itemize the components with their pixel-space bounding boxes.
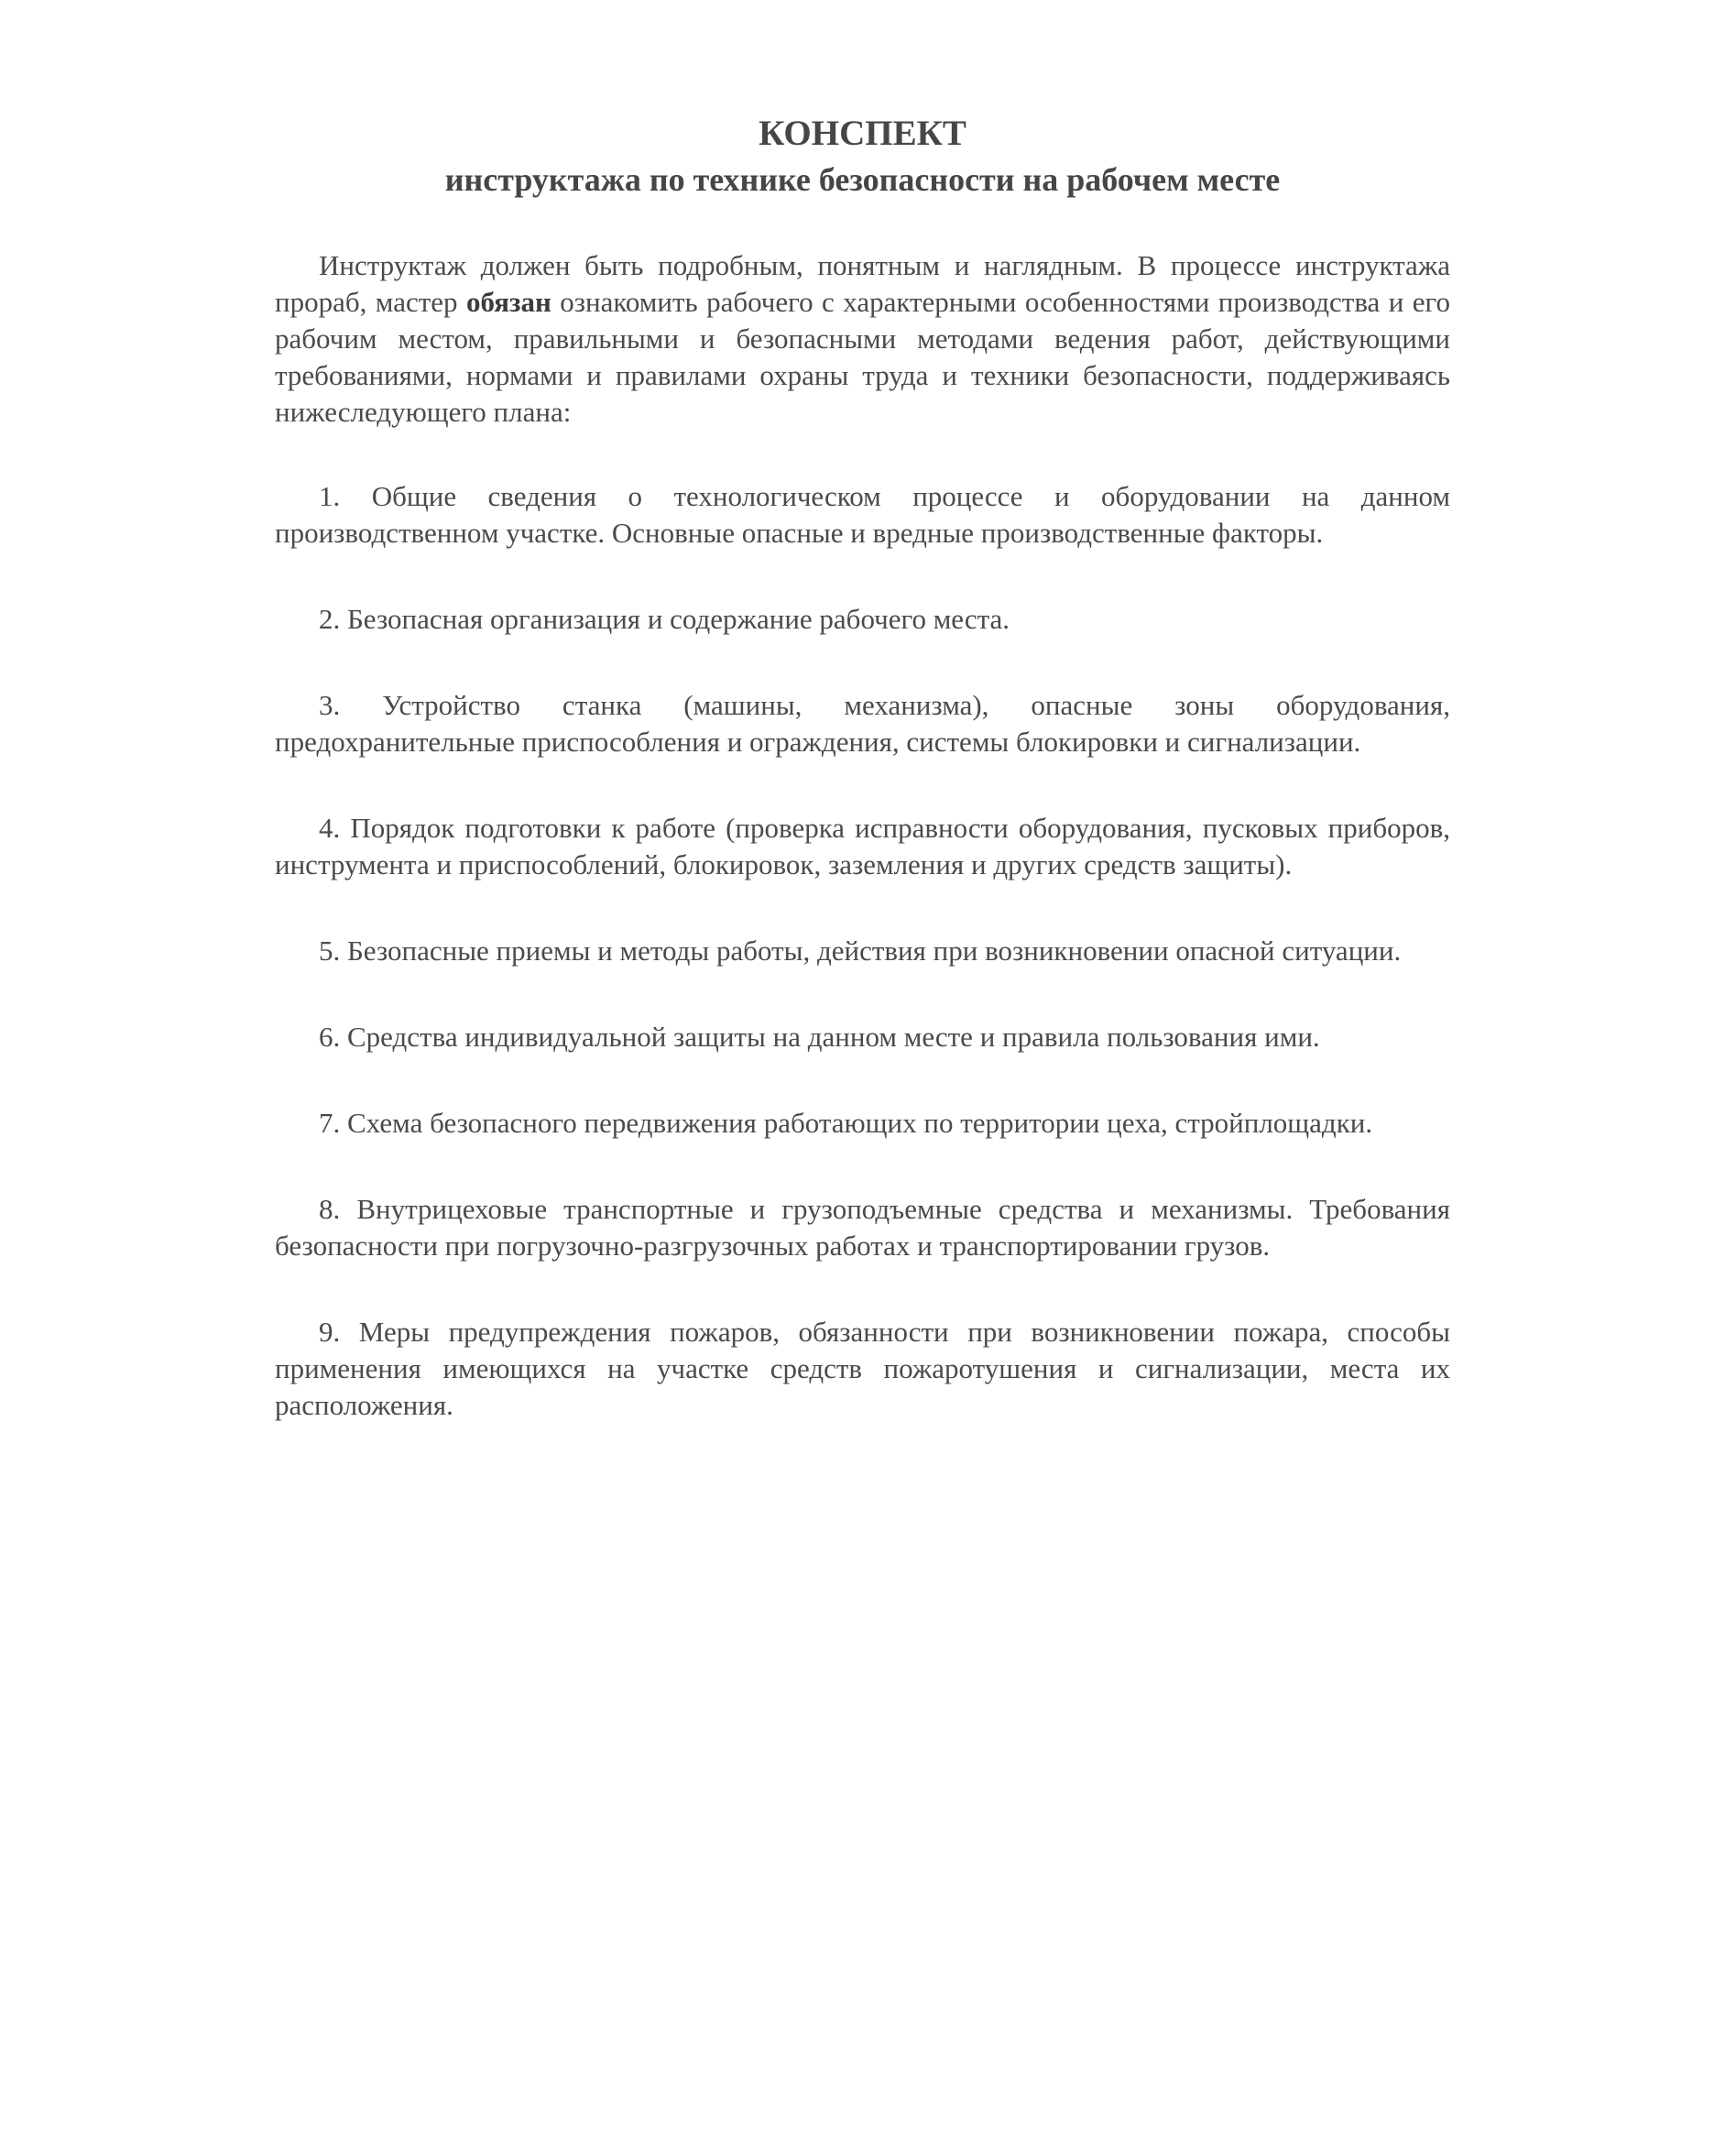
instruction-plan-list bbox=[275, 478, 1450, 1424]
document-subtitle: инструктажа по технике безопасности на рабочем месте bbox=[444, 161, 1281, 198]
plan-item-3: 3. Устройство станка (машины, механизма), опасные зоны оборудования, предохранительные приспособления и ограждения, системы блокировки и сигнализации. bbox=[275, 689, 1450, 758]
plan-item-2: 2. Безопасная организация и содержание рабочего места. bbox=[319, 603, 1010, 635]
intro-paragraph bbox=[275, 247, 1450, 431]
plan-item-8: 8. Внутрицеховые транспортные и грузоподъемные средства и механизмы. Требования безопасности при погрузочно-разгрузочных работах и транспортировании грузов. bbox=[275, 1193, 1450, 1262]
plan-item-6: 6. Средства индивидуальной защиты на данном месте и правила пользования ими. bbox=[319, 1021, 1320, 1053]
intro-text-start: Инструктаж должен быть подробным, понятным и наглядным. В процессе инструктажа прораб, мастер bbox=[275, 249, 1450, 318]
plan-item-7: 7. Схема безопасного передвижения работающих по территории цеха, стройплощадки. bbox=[319, 1107, 1373, 1139]
intro-bold-word: обязан bbox=[465, 286, 551, 318]
document-page bbox=[275, 110, 1450, 1424]
document-title: КОНСПЕКТ bbox=[759, 114, 966, 153]
plan-item-5: 5. Безопасные приемы и методы работы, действия при возникновении опасной ситуации. bbox=[319, 935, 1402, 967]
plan-item-4: 4. Порядок подготовки к работе (проверка исправности оборудования, пусковых приборов, инструмента и приспособлений, блокировок, заземления и других средств защиты). bbox=[275, 812, 1450, 880]
plan-item-9: 9. Меры предупреждения пожаров, обязанности при возникновении пожара, способы применения имеющихся на участке средств пожаротушения и сигнализации, места их расположения. bbox=[275, 1316, 1450, 1421]
intro-text-end: ознакомить рабочего с характерными особенностями производства и его рабочим местом, правильными и безопасными методами ведения работ, действующими требованиями, нормами и правилами охраны труда и техники безопасности, поддерживаясь нижеследующего плана: bbox=[275, 286, 1450, 428]
plan-item-1: 1. Общие сведения о технологическом процессе и оборудовании на данном производственном участке. Основные опасные и вредные производственные факторы. bbox=[275, 480, 1450, 549]
